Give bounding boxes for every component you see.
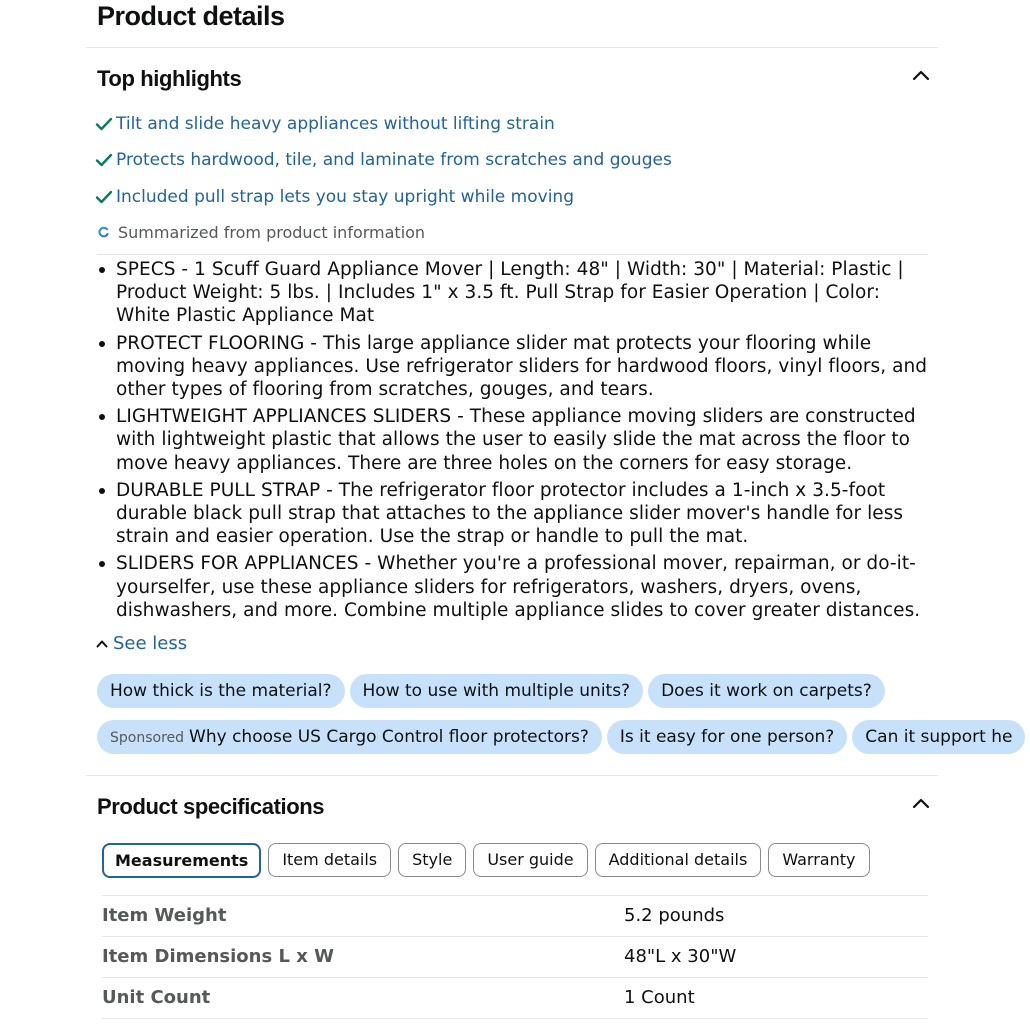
sponsored-question-text: Why choose US Cargo Control floor protectors? xyxy=(189,727,589,747)
check-icon xyxy=(95,153,113,167)
highlight-item xyxy=(95,185,574,209)
collapse-product-specifications-button[interactable] xyxy=(912,797,930,809)
product-specifications-title: Product specifications xyxy=(97,794,325,819)
check-icon xyxy=(95,117,113,131)
see-less-link[interactable] xyxy=(96,631,187,655)
feature-bullet: LIGHTWEIGHT APPLIANCES SLIDERS - These appliance moving sliders are constructed with lightweight plastic that allows the user to easily slide the mat across the floor to move heavy appliances. There are three holes on the corners for easy storage. xyxy=(96,405,928,475)
question-chip[interactable]: Is it easy for one person? xyxy=(607,720,847,754)
tab-style[interactable]: Style xyxy=(398,843,466,877)
spec-value: 1 Count xyxy=(624,987,695,1008)
chevron-up-icon xyxy=(96,639,108,648)
sponsored-question-chip[interactable] xyxy=(97,720,602,754)
spec-label: Item Dimensions L x W xyxy=(102,946,334,967)
spec-label: Unit Count xyxy=(102,987,211,1008)
summary-note xyxy=(97,221,425,243)
question-chip[interactable]: How thick is the material? xyxy=(97,674,345,708)
feature-bullet: SPECS - 1 Scuff Guard Appliance Mover | Length: 48" | Width: 30" | Material: Plastic | Product Weight: 5 lbs. | Includes 1" x 3.5 ft. Pull Strap for Easier Operation | Color: White Plastic Appliance Mat xyxy=(96,258,928,328)
highlight-item xyxy=(95,148,672,172)
see-less-label: See less xyxy=(113,632,188,654)
highlight-item xyxy=(95,112,555,136)
spec-row xyxy=(102,895,928,936)
collapse-top-highlights-button[interactable] xyxy=(912,69,930,81)
top-highlights-title: Top highlights xyxy=(97,66,242,91)
spec-label: Item Weight xyxy=(102,905,227,926)
spec-table xyxy=(102,895,928,1019)
question-chip[interactable]: Can it support he xyxy=(852,720,1025,754)
tab-item-details[interactable]: Item details xyxy=(268,843,391,877)
question-chips-row xyxy=(97,674,943,708)
feature-bullet: PROTECT FLOORING - This large appliance slider mat protects your flooring while moving heavy appliances. Use refrigerator sliders for hardwood floors, vinyl floors, and other types of flooring from scratches, gouges, and tears. xyxy=(96,332,928,402)
feature-bullet: SLIDERS FOR APPLIANCES - Whether you're a professional mover, repairman, or do-it-yourselfer, use these appliance sliders for refrigerators, washers, dryers, ovens, dishwashers, and more. Combine multiple appliance slides to cover greater distances. xyxy=(96,552,928,622)
page-title: Product details xyxy=(97,1,285,31)
chevron-up-icon xyxy=(912,797,930,809)
ai-summary-icon xyxy=(97,225,111,239)
tab-user-guide[interactable]: User guide xyxy=(473,843,587,877)
divider xyxy=(86,47,938,48)
feature-bullet-list xyxy=(96,258,928,626)
chevron-up-icon xyxy=(912,69,930,81)
sponsored-label: Sponsored xyxy=(110,730,185,746)
divider xyxy=(97,254,928,255)
feature-bullet: DURABLE PULL STRAP - The refrigerator floor protector includes a 1-inch x 3.5-foot durable black pull strap that attaches to the appliance slider mover's handle for less strain and easier operation. Use the strap or handle to pull the mat. xyxy=(96,479,928,549)
tab-additional-details[interactable]: Additional details xyxy=(595,843,762,877)
question-chip[interactable]: Does it work on carpets? xyxy=(648,674,885,708)
spec-row xyxy=(102,977,928,1019)
question-chips-row xyxy=(97,720,1013,754)
check-icon xyxy=(95,190,113,204)
spec-value: 48"L x 30"W xyxy=(624,946,737,967)
spec-row xyxy=(102,936,928,977)
spec-tabs xyxy=(102,843,877,879)
highlight-text[interactable]: Included pull strap lets you stay upright while moving xyxy=(116,187,574,207)
divider xyxy=(86,775,938,776)
highlight-text[interactable]: Protects hardwood, tile, and laminate from scratches and gouges xyxy=(116,150,672,170)
tab-measurements[interactable]: Measurements xyxy=(102,843,261,878)
summary-note-text: Summarized from product information xyxy=(118,222,426,242)
question-chip[interactable]: How to use with multiple units? xyxy=(350,674,644,708)
highlight-text[interactable]: Tilt and slide heavy appliances without lifting strain xyxy=(116,114,555,134)
tab-warranty[interactable]: Warranty xyxy=(768,843,869,877)
spec-value: 5.2 pounds xyxy=(624,905,725,926)
